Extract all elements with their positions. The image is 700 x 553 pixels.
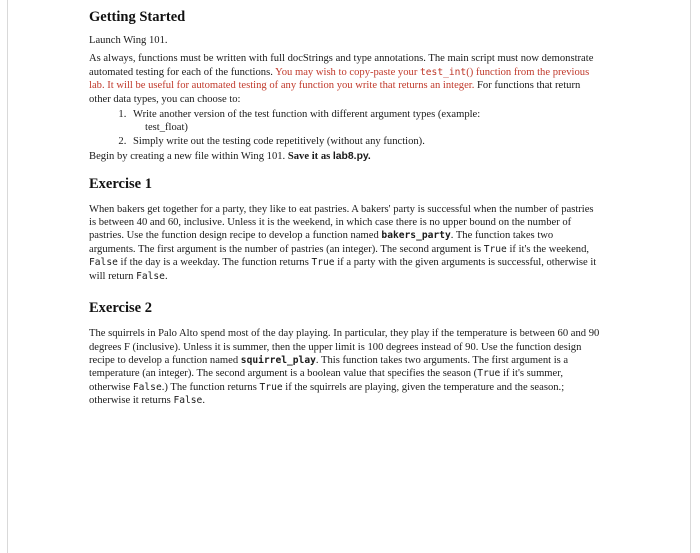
ex2-true-2: True [259,381,283,393]
getting-started-heading: Getting Started [89,9,186,25]
ex1-false-1: False [89,257,118,269]
ex1-text-6: . [164,270,168,282]
begin-instruction [89,150,601,163]
intro-red-part-1: You may wish to copy-paste your [275,66,420,78]
exercise-1-paragraph [89,203,601,283]
ex2-text-6: . [202,395,205,407]
option-1-text: Write another version of the test function with different argument types (example: [133,109,481,121]
ex1-text-3: if it's the weekend, [506,243,590,255]
ex1-text-2: . The function takes two arguments. The first argument is the number of pastries (an integer). The second argument is [89,230,554,255]
exercise-1-heading: Exercise 1 [89,175,152,192]
ex2-text-5: if the squirrels are playing, given the temperature and the season.; otherwise it returns [89,381,565,407]
file-name: lab8.py. [332,151,371,163]
right-border-line [690,0,691,553]
option-1-continuation: test_float) [145,122,188,134]
launch-instruction: Launch Wing 101. [89,35,168,46]
left-border-line [7,0,8,553]
document-content [89,8,601,408]
save-instruction: Save it as [287,151,333,163]
intro-red-part-2: () function from the previous lab. It will be useful for automated testing of any function you write that returns an integer. [89,66,590,92]
option-item-2 [129,135,601,148]
intro-text-2: For functions that return other data types, you can choose to: [89,80,581,105]
ex1-text-1: When bakers get together for a party, they like to eat pastries. A bakers' party is successful when the number of pastries is between 40 and 60, inclusive. Unless it is the weekend, in which case there is no upper bound on the number of pastries. Use the function design recipe to develop a function named [89,203,594,242]
bakers-party-code: bakers_party [381,230,451,242]
ex1-true-1: True [483,243,507,255]
intro-paragraph [89,52,601,106]
ex2-false-2: False [173,395,203,407]
ex2-text-1: The squirrels in Palo Alto spend most of the day playing. In particular, they play if the temperature is between 60 and 90 degrees F (inclusive). Unless it is summer, then the upper limit is 100 degrees instead of 90. Use the function design recipe to develop a function named [89,328,600,366]
ex2-text-4: .) The function returns [161,381,260,393]
ex2-false-1: False [132,381,162,393]
ex2-text-3: if it's summer, otherwise [89,368,564,393]
option-2-text: Simply write out the testing code repetitively (without any function). [133,135,425,147]
option-item-1 [129,108,601,135]
ex1-text-4: if the day is a weekday. The function returns [117,257,312,269]
test-int-code: test_int [420,66,467,78]
ex2-true-1: True [477,368,501,380]
ex1-text-5: if a party with the given arguments is successful, otherwise it will return [89,257,597,282]
intro-text: As always, functions must be written with full docStrings and type annotations. The main script must now demonstrate automated testing for each of the functions. [89,53,594,78]
ex1-false-2: False [136,270,165,282]
exercise-2-heading: Exercise 2 [89,300,152,317]
options-list [89,108,601,148]
ex2-text-2: . This function takes two arguments. The first argument is a temperature (an integer). The second argument is a boolean value that specifies the season ( [89,354,569,380]
exercise-2-paragraph [89,327,601,407]
begin-text: Begin by creating a new file within Wing 101. [89,151,288,163]
ex1-true-2: True [311,257,335,269]
squirrel-play-code: squirrel_play [240,354,316,366]
